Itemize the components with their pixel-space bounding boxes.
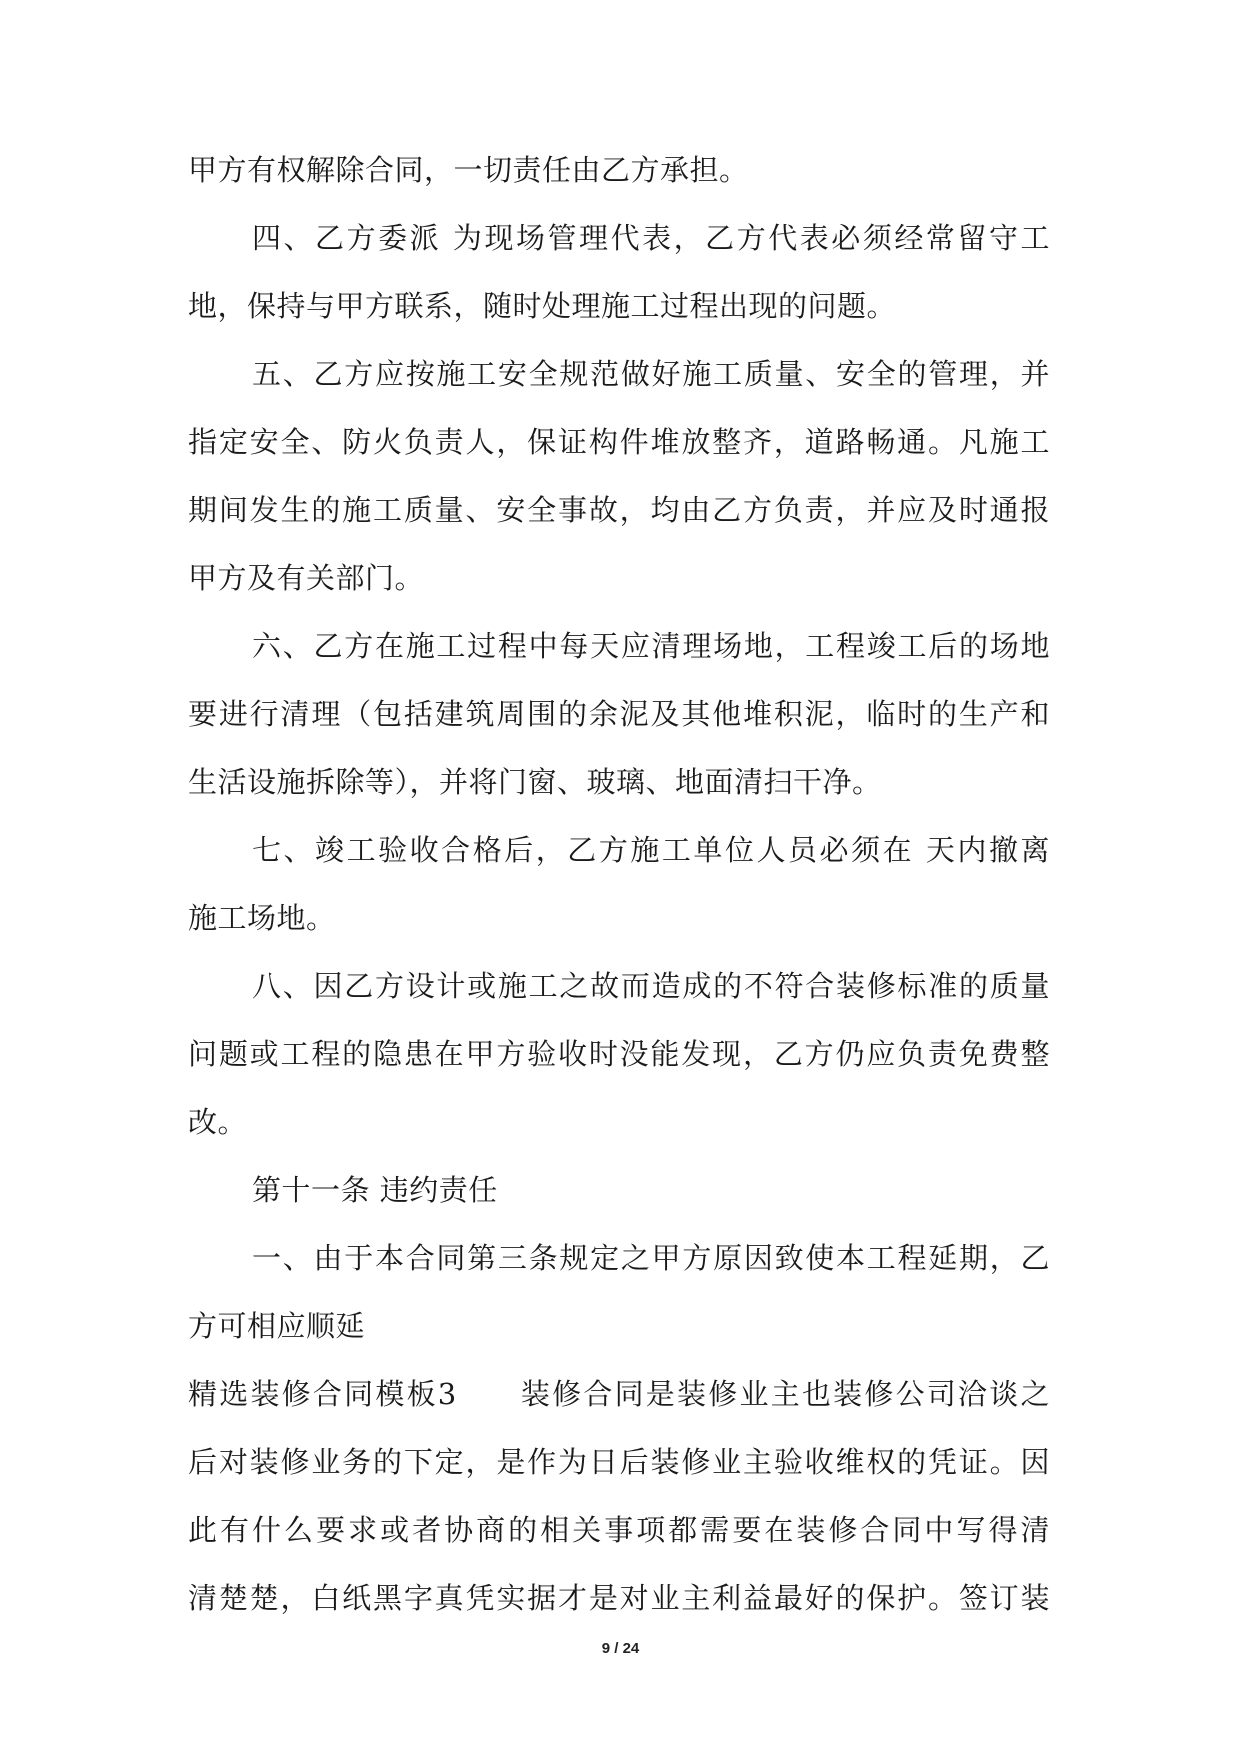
body-line: 一、由于本合同第三条规定之甲方原因致使本工程延期，乙: [252, 1241, 1050, 1275]
body-line: 施工场地。: [188, 901, 336, 935]
body-line: 甲方及有关部门。: [188, 561, 425, 595]
body-line: 地，保持与甲方联系，随时处理施工过程出现的问题。: [188, 289, 897, 323]
body-line: 期间发生的施工质量、安全事故，均由乙方负责，并应及时通报: [188, 493, 1050, 527]
body-line: 甲方有权解除合同，一切责任由乙方承担。: [188, 153, 749, 187]
body-line: 要进行清理（包括建筑周围的余泥及其他堆积泥，临时的生产和: [188, 697, 1050, 731]
section-heading: 第十一条 违约责任: [252, 1173, 498, 1207]
body-line: 问题或工程的隐患在甲方验收时没能发现，乙方仍应负责免费整: [188, 1037, 1050, 1071]
body-line: 八、因乙方设计或施工之故而造成的不符合装修标准的质量: [252, 969, 1050, 1003]
body-line: 改。: [188, 1105, 248, 1139]
body-line: 生活设施拆除等），并将门窗、玻璃、地面清扫干净。: [188, 765, 882, 799]
body-line: 此有什么要求或者协商的相关事项都需要在装修合同中写得清: [188, 1513, 1050, 1547]
body-line: 方可相应顺延: [188, 1309, 366, 1343]
body-line: 精选装修合同模板3 装修合同是装修业主也装修公司洽谈之: [188, 1377, 1050, 1411]
body-line: 指定安全、防火负责人，保证构件堆放整齐，道路畅通。凡施工: [188, 425, 1050, 459]
body-line: 后对装修业务的下定，是作为日后装修业主验收维权的凭证。因: [188, 1445, 1050, 1479]
body-line: 六、乙方在施工过程中每天应清理场地，工程竣工后的场地: [252, 629, 1050, 663]
body-line: 五、乙方应按施工安全规范做好施工质量、安全的管理，并: [252, 357, 1050, 391]
body-line: 清楚楚，白纸黑字真凭实据才是对业主利益最好的保护。签订装: [188, 1581, 1050, 1615]
body-line: 七、竣工验收合格后，乙方施工单位人员必须在 天内撤离: [252, 833, 1050, 867]
body-line: 四、乙方委派 为现场管理代表，乙方代表必须经常留守工: [252, 221, 1050, 255]
page-number: 9 / 24: [601, 1640, 640, 1657]
